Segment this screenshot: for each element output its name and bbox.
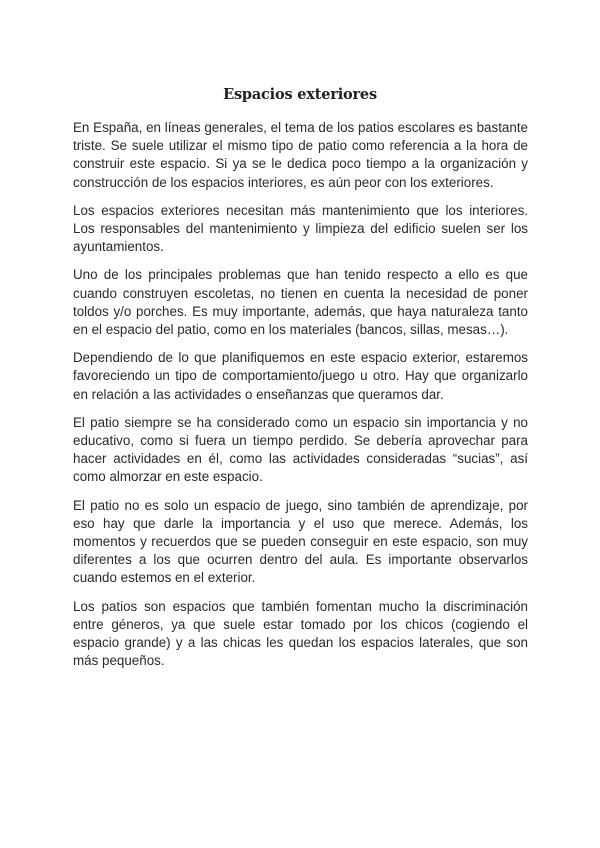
paragraph: Los espacios exteriores necesitan más mantenimiento que los interiores. Los responsables del mantenimiento y limpieza del edificio suelen ser los ayuntamientos.	[73, 202, 528, 255]
paragraph: Dependiendo de lo que planifiquemos en este espacio exterior, estaremos favoreciendo un tipo de comportamiento/juego u otro. Hay que organizarlo en relación a las actividades o enseñanzas que queramos dar.	[73, 350, 528, 402]
paragraph: El patio no es solo un espacio de juego, sino también de aprendizaje, por eso hay que darle la importancia y el uso que merece. Además, los momentos y recuerdos que se pueden conseguir en este espacio, son muy diferentes a los que ocurren dentro del aula. Es importante observarlos cuando estemos en el exterior.	[73, 497, 528, 586]
paragraph: Uno de los principales problemas que han tenido respecto a ello es que cuando construyen escoletas, no tienen en cuenta la necesidad de poner toldos y/o porches. Es muy importante, además, que haya naturaleza tanto en el espacio del patio, como en los materiales (bancos, sillas, mesas…).	[73, 267, 528, 338]
page-title: Espacios exteriores	[223, 86, 377, 103]
paragraph: Los patios son espacios que también fomentan mucho la discriminación entre géneros, ya que suele estar tomado por los chicos (cogiendo el espacio grande) y a las chicas les quedan los espacios laterales, que son más pequeños.	[73, 598, 528, 669]
document-body	[73, 119, 528, 680]
paragraph: El patio siempre se ha considerado como un espacio sin importancia y no educativo, como si fuera un tiempo perdido. Se debería aprovechar para hacer actividades en él, como las actividades consideradas “sucias”, así como almorzar en este espacio.	[73, 414, 528, 485]
paragraph: En España, en líneas generales, el tema de los patios escolares es bastante triste. Se suele utilizar el mismo tipo de patio como referencia a la hora de construir este espacio. Si ya se le dedica poco tiempo a la organización y construcción de los espacios interiores, es aún peor con los exteriores.	[73, 120, 528, 190]
